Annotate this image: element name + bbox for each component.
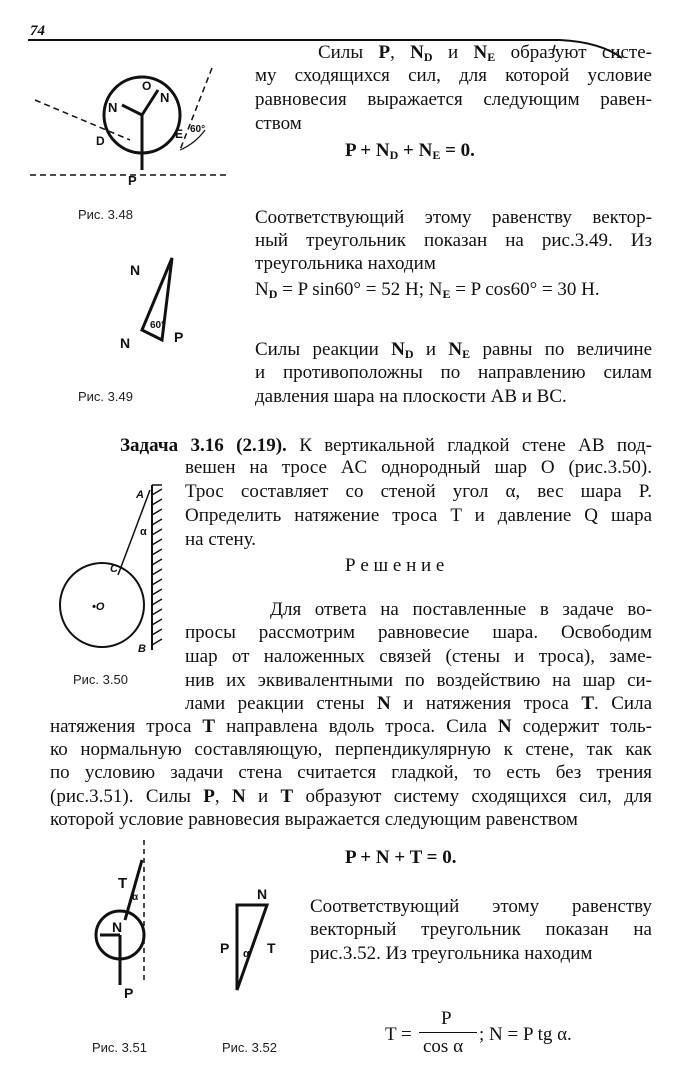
text-line: треугольника находим bbox=[255, 253, 436, 274]
svg-text:α: α bbox=[243, 948, 250, 960]
equation: $P + N_D + N_E = 0$. bbox=[345, 140, 475, 162]
figure-caption: Рис. 3.49 bbox=[78, 389, 133, 404]
svg-text:P: P bbox=[128, 173, 137, 188]
text-line: му сходящихся сил, для которой условие bbox=[255, 65, 652, 86]
text-line: Для ответа на поставленные в задаче во- bbox=[270, 599, 652, 620]
text-line: Определить натяжение троса T и давление Q шара bbox=[185, 505, 652, 526]
svg-text:α: α bbox=[132, 892, 139, 903]
svg-text:T: T bbox=[267, 940, 276, 956]
figure-3-50 bbox=[40, 480, 180, 660]
figure-3-49 bbox=[90, 250, 210, 370]
text-line: по условию задачи стена считается гладкой, то есть без трения bbox=[50, 762, 652, 783]
text-line: ко нормальную составляющую, перпендикулярную к стене, так как bbox=[50, 739, 652, 760]
figure-3-52 bbox=[215, 885, 305, 1005]
text-line: шар от наложенных связей (стены и троса), заме- bbox=[185, 646, 652, 667]
text-line: натяжения троса T направлена вдоль троса. Сила N содержит толь- bbox=[50, 716, 652, 737]
svg-text:C: C bbox=[110, 563, 118, 575]
svg-text:60°: 60° bbox=[190, 124, 206, 135]
text-line: (рис.3.51). Силы P, N и T образуют систему сходящихся сил, для bbox=[50, 786, 653, 807]
text-line: Задача 3.16 (2.19). К вертикальной гладкой стене AB под- bbox=[120, 435, 652, 456]
svg-text:•O: •O bbox=[92, 601, 105, 613]
svg-text:P: P bbox=[174, 329, 184, 345]
text-line: Силы P, $N_D$ и $N_E$ образуют систе- bbox=[318, 42, 652, 64]
svg-text:D: D bbox=[96, 134, 105, 148]
svg-text:N: N bbox=[160, 90, 170, 105]
figure-caption: Рис. 3.52 bbox=[222, 1040, 277, 1055]
text-line: лами реакции стены N и натяжения троса T. Сила bbox=[185, 693, 652, 714]
page-number: 74 bbox=[30, 23, 45, 39]
text-line: и противоположны по направлению силам bbox=[255, 362, 652, 383]
equation: P + N + T = 0. bbox=[345, 847, 457, 868]
figure-caption: Рис. 3.48 bbox=[78, 207, 133, 222]
figure-3-48 bbox=[30, 60, 250, 200]
svg-text:N: N bbox=[130, 262, 141, 278]
text-line: давления шара на плоскости AB и BC. bbox=[255, 386, 567, 407]
svg-text:N: N bbox=[120, 335, 131, 351]
svg-text:N: N bbox=[257, 886, 268, 902]
figure-caption: Рис. 3.50 bbox=[73, 672, 128, 687]
text-line: ный треугольник показан на рис.3.49. Из bbox=[255, 230, 652, 251]
svg-text:P: P bbox=[220, 940, 230, 956]
svg-text:N: N bbox=[112, 919, 123, 935]
svg-text:E: E bbox=[175, 127, 184, 141]
text-line: векторный треугольник показан на bbox=[310, 919, 652, 940]
figure-3-51 bbox=[80, 840, 170, 1020]
text-line: Соответствующий этому равенству вектор- bbox=[255, 207, 652, 228]
svg-text:B: B bbox=[138, 643, 146, 655]
text-line: вешен на тросе AC однородный шар O (рис.3.50). bbox=[185, 457, 652, 478]
svg-text:N: N bbox=[108, 100, 118, 115]
text-line: на стену. bbox=[185, 529, 257, 550]
svg-text:O: O bbox=[142, 79, 152, 93]
text-line: ством bbox=[255, 113, 302, 134]
text-line: Силы реакции $N_D$ и $N_E$ равны по величине bbox=[255, 339, 653, 361]
figure-caption: Рис. 3.51 bbox=[92, 1040, 147, 1055]
svg-text:α: α bbox=[140, 526, 147, 538]
section-heading: Р е ш е н и е bbox=[345, 555, 445, 576]
svg-text:A: A bbox=[136, 489, 144, 501]
svg-text:T: T bbox=[118, 875, 128, 892]
text-line: которой условие равновесия выражается следующим равенством bbox=[50, 809, 578, 830]
text-line: рис.3.52. Из треугольника находим bbox=[310, 943, 593, 964]
equation: $N_D = P$ sin60° = 52 H; $N_E = P$ cos60° = 30 H. bbox=[255, 279, 600, 301]
text-line: просы рассмотрим равновесие шара. Освободим bbox=[185, 622, 652, 643]
text-line: нив их эквивалентными по воздействию на шар си- bbox=[185, 670, 652, 691]
svg-text:P: P bbox=[124, 985, 134, 1001]
svg-text:60°: 60° bbox=[150, 320, 166, 331]
text-line: равновесия выражается следующим равен- bbox=[255, 89, 652, 110]
text-line: Трос составляет со стеной угол α, вес шара P. bbox=[185, 481, 652, 502]
text-line: Соответствующий этому равенству bbox=[310, 896, 652, 917]
